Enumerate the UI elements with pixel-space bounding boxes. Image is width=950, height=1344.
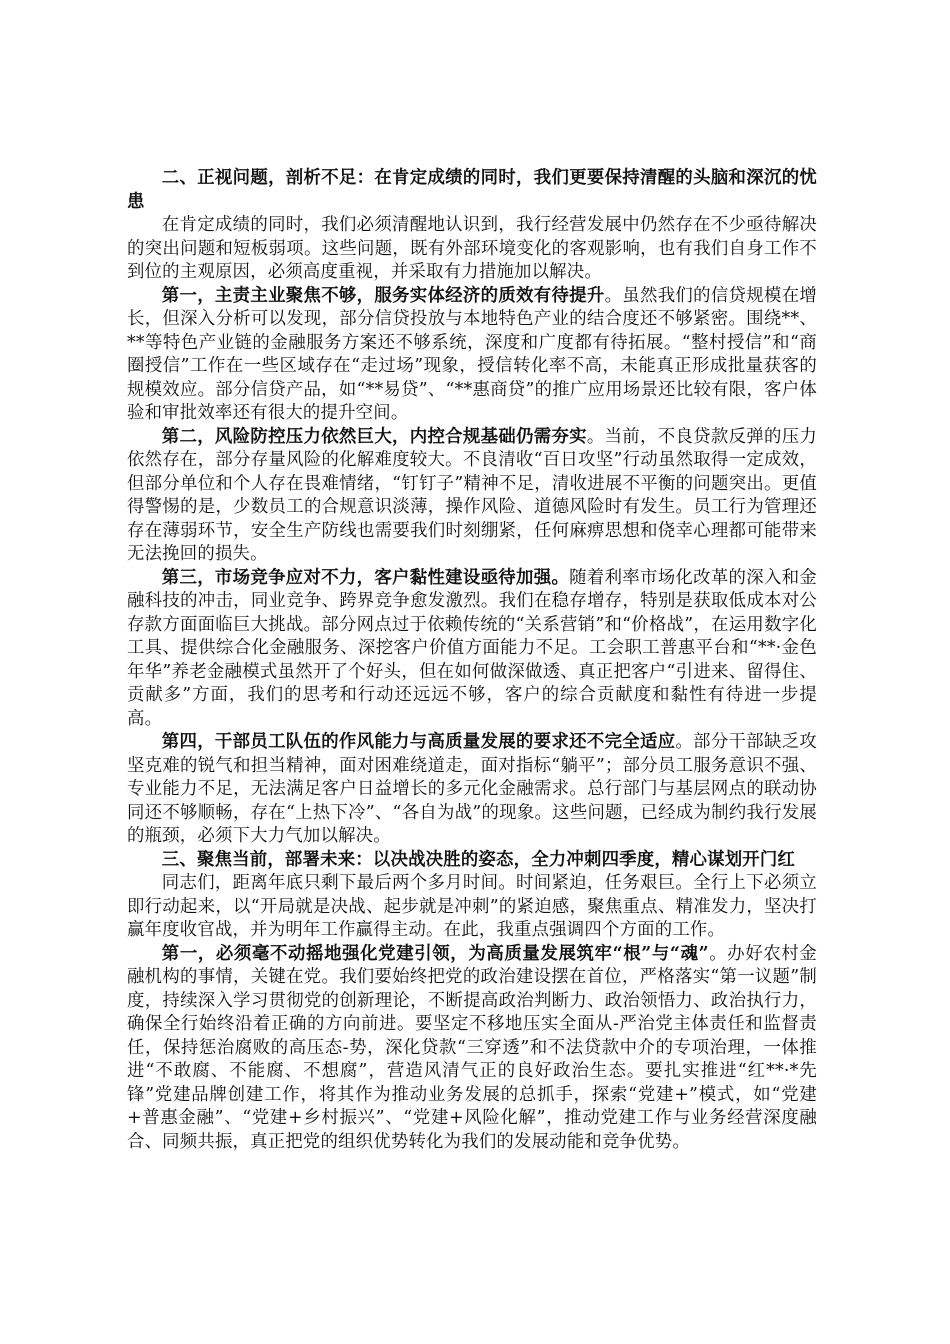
point-lead: 第一，必须毫不动摇地强化党建引领，为高质量发展筑牢“根”与“魂” <box>161 943 709 964</box>
section-intro: 在肯定成绩的同时，我们必须清醒地认识到，我行经营发展中仍然存在不少亟待解决的突出问题和短板弱项。这些问题，既有外部环境变化的客观影响，也有我们自身工作不到位的主观原因，必须高度重视，并采取有力措施加以解决。 <box>127 215 817 282</box>
point-body: 随着利率市场化改革的深入和金融科技的冲击，同业竞争、跨界竞争愈发激烈。我们在稳存增存，特别是获取低成本对公存款方面面临巨大挑战。部分网点过于依赖传统的“关系营销”和“价格战”，在运用数字化工具、提供综合化金融服务、深挖客户价值方面能力不足。工会职工普惠平台和“**·金色年华”养老金融模式虽然开了个好头，但在如何做深做透、真正把客户“引进来、留得住、贡献多”方面，我们的思考和行动还远远不够，客户的综合贡献度和黏性有待进一步提高。 <box>127 567 817 729</box>
point-paragraph <box>127 285 817 426</box>
point-paragraph <box>127 426 817 567</box>
point-lead: 第三，市场竞争应对不力，客户黏性建设亟待加强。 <box>161 567 570 588</box>
point-body: 。办好农村金融机构的事情，关键在党。我们要始终把党的政治建设摆在首位，严格落实“第一议题”制度，持续深入学习贯彻党的创新理论，不断提高政治判断力、政治领悟力、政治执行力，确保全行始终沿着正确的方向前进。要坚定不移地压实全面从-严治党主体责任和监督责任，保持惩治腐败的高压态-势，深化贷款“三穿透”和不法贷款中介的专项治理，一体推进“不敢腐、不能腐、不想腐”，营造风清气正的良好政治生态。要扎实推进“红**·*先锋”党建品牌创建工作，将其作为推动业务发展的总抓手，探索“党建+”模式，如“党建+普惠金融”、“党建+乡村振兴”、“党建+风险化解”，推动党建工作与业务经营深度融合、同频共振，真正把党的组织优势转化为我们的发展动能和竞争优势。 <box>127 943 817 1152</box>
point-body: 。当前，不良贷款反弹的压力依然存在，部分存量风险的化解难度较大。不良清收“百日攻坚”行动虽然取得一定成效，但部分单位和个人存在畏难情绪，“钉钉子”精神不足，清收进展不平衡的问题突出。更值得警惕的是，少数员工的合规意识淡薄，操作风险、道德风险时有发生。员工行为管理还存在薄弱环节，安全生产防线也需要我们时刻绷紧，任何麻痹思想和侥幸心理都可能带来无法挽回的损失。 <box>127 426 817 564</box>
point-paragraph <box>127 731 817 849</box>
section-heading: 三、聚焦当前，部署未来：以决战决胜的姿态，全力冲刺四季度，精心谋划开门红 <box>161 849 796 870</box>
section-heading: 二、正视问题，剖析不足：在肯定成绩的同时，我们更要保持清醒的头脑和深沉的忧患 <box>127 168 817 212</box>
point-body: 。虽然我们的信贷规模在增长，但深入分析可以发现，部分信贷投放与本地特色产业的结合度还不够紧密。围绕**、**等特色产业链的金融服务方案还不够系统，深度和广度都有待拓展。“整村授信”和“商圈授信”工作在一些区域存在“走过场”现象，授信转化率不高，未能真正形成批量获客的规模效应。部分信贷产品，如“**易贷”、“**惠商贷”的推广应用场景还比较有限，客户体验和审批效率还有很大的提升空间。 <box>127 285 817 423</box>
point-body: 。部分干部缺乏攻坚克难的锐气和担当精神，面对困难绕道走，面对指标“躺平”；部分员工服务意识不强、专业能力不足，无法满足客户日益增长的多元化金融需求。总行部门与基层网点的联动协同还不够顺畅，存在“上热下冷”、“各自为战”的现象。这些问题，已经成为制约我行发展的瓶颈，必须下大力气加以解决。 <box>127 732 817 846</box>
point-lead: 第四，干部员工队伍的作风能力与高质量发展的要求还不完全适应 <box>161 732 676 752</box>
point-lead: 第二，风险防控压力依然巨大，内控合规基础仍需夯实 <box>161 426 587 447</box>
point-lead: 第一，主责主业聚焦不够，服务实体经济的质效有待提升 <box>161 285 605 306</box>
point-paragraph <box>127 943 817 1155</box>
section-intro: 同志们，距离年底只剩下最后两个多月时间。时间紧迫，任务艰巨。全行上下必须立即行动起来，以“开局就是决战、起步就是冲刺”的紧迫感，聚焦重点、精准发力，坚决打赢年度收官战，并为明年工作赢得主动。在此，我重点强调四个方面的工作。 <box>127 873 817 940</box>
document-page <box>127 167 817 1154</box>
point-paragraph <box>127 567 817 732</box>
